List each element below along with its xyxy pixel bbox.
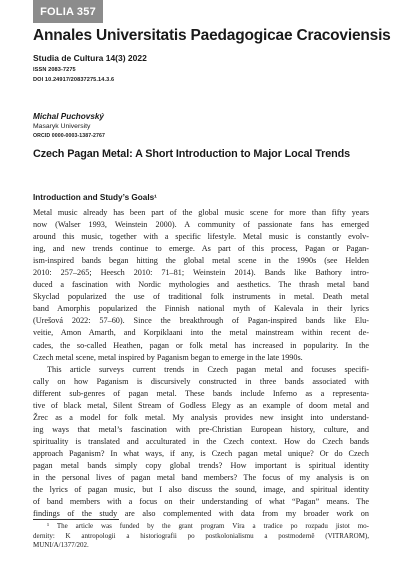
body-line: Czech metal scene, metal inspired by Paganism began to emerge in the late 1990s. xyxy=(33,352,303,362)
author-affiliation: Masaryk University xyxy=(33,123,91,130)
doi-link[interactable]: DOI 10.24917/20837275.14.3.6 xyxy=(33,77,115,83)
body-line: now (Walser 1993, Weinstein 2000). A community of passionate fans has emerged xyxy=(33,220,369,230)
journal-subtitle: Studia de Cultura 14(3) 2022 xyxy=(33,53,147,63)
body-line: around this music, together with a specific lifestyle. Metal music is constantly evolv- xyxy=(33,232,369,242)
body-line: ing, and new trends continue to emerge. As part of this process, Pagan or Pagan- xyxy=(33,244,369,254)
body-line: Skyclad popularized the use of traditional folk instruments in metal. Death metal xyxy=(33,292,369,302)
footnote-line: ¹ The article was funded by the grant program Víra a tradice po rozpadu jistot mo- xyxy=(47,522,369,530)
body-line: in the personal lives of pagan metal band members? The focus of my analysis is on xyxy=(33,473,369,483)
footnote xyxy=(33,522,369,551)
body-line: cally on how Paganism is discursively constructed in three bands associated with xyxy=(33,376,369,386)
section-heading: Introduction and Study’s Goals¹ xyxy=(33,193,157,202)
footnote-line: MUNI/A/1377/202. xyxy=(33,541,89,550)
body-line: Metal music already has been part of the global music scene for more than fifty years xyxy=(33,208,369,217)
body-line: different sub-genres of pagan metal. These bands include Inferno as a representa- xyxy=(33,388,369,398)
body-line: veitie, Amon Amarth, and Korpiklaani into the metal mainstream within recent de- xyxy=(33,328,369,338)
body-line: spirituality is translated and acculturated in the Czech context. How do Czech bands xyxy=(33,436,369,446)
body-line: pagan metal bands simply copy global trends? How important is spiritual identity xyxy=(33,460,369,470)
author-orcid[interactable]: ORCID 0000-0003-1387-2767 xyxy=(33,133,105,139)
body-line: 2010: 257–265; Heesch 2010: 71–81; Weinstein 2014). Bands like Bathory intro- xyxy=(33,268,369,278)
footnote-line: dernity: K antropologii a historiografii po postkolonialismu a postmoderně (VITRAROM), xyxy=(33,531,369,540)
article-title: Czech Pagan Metal: A Short Introduction to Major Local Trends xyxy=(33,148,351,160)
body-line: duced a fascination with Nordic mythologies and aesthetics. The thrash metal band xyxy=(33,280,369,290)
body-line: findings of the study are also complemented with data from my broader work on xyxy=(33,509,369,519)
body-line: Žrec as a model for folk metal. My analysis provides new insight into understand- xyxy=(33,412,369,422)
author-name: Michal Puchovský xyxy=(33,112,104,121)
body-line: the lyrics of pagan music, but I also discuss the sound, image, and spiritual identity xyxy=(33,485,369,495)
body-line: band Amorphis popularized the Finnish national myth of Kalevala in their lyrics xyxy=(33,304,369,314)
folio-badge: FOLIA 357 xyxy=(33,0,103,23)
body-line: of band members with a focus on their understanding of what “Pagan” means. The xyxy=(33,497,369,507)
issn: ISSN 2083-7275 xyxy=(33,67,76,73)
body-line: cades, the so-called Heathen, pagan or folk metal has increased in popularity. In the xyxy=(33,340,369,350)
body-line: tive of black metal, Silent Stream of Godless Elegy as an example of doom metal and xyxy=(33,400,369,410)
body-text xyxy=(33,207,369,520)
journal-title: Annales Universitatis Paedagogicae Cracoviensis xyxy=(33,27,391,44)
body-line: ing ways that metal’s fascination with pre-Christian European history, culture, and xyxy=(33,424,369,434)
body-line: approach Paganism? In what ways, if any, is Czech pagan metal unique? Or do Czech xyxy=(33,448,369,458)
body-line: ism-inspired bands began hitting the global metal scene in the 1990s (see Helden xyxy=(33,256,369,266)
footnote-divider xyxy=(33,519,119,520)
body-line: (Urešová 2022: 57–60). Since the breakthrough of Pagan-inspired bands like Elu- xyxy=(33,316,369,326)
body-line: This article surveys current trends in Czech pagan metal and focuses specifi- xyxy=(47,364,369,374)
